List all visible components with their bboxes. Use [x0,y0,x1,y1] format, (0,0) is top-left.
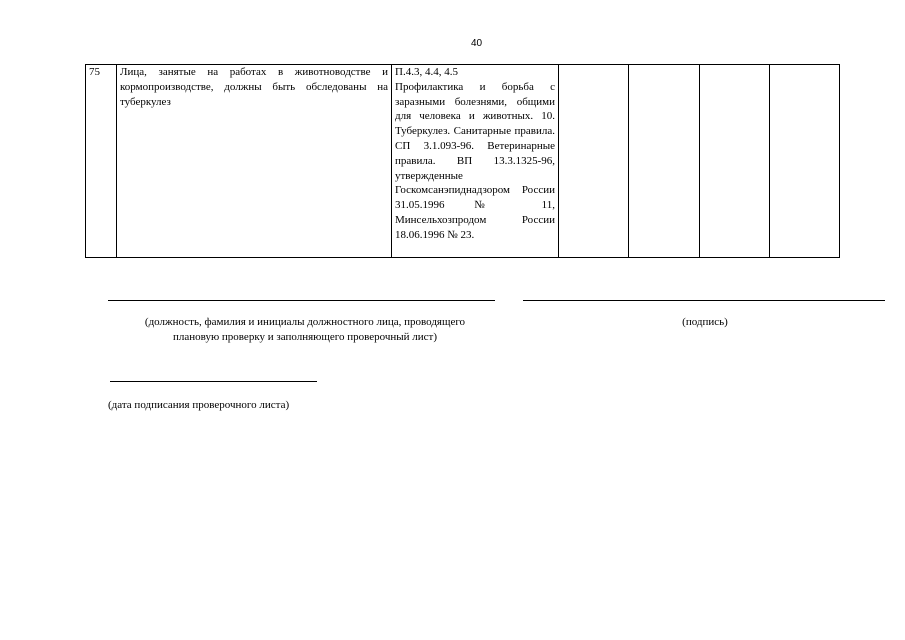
requirement-cell: Лица, занятые на работах в животноводстве и кормопроизводстве, должны быть обследованы на туберкулез [117,65,392,258]
date-signature-line [110,381,317,382]
signature-line [523,300,885,301]
reference-clause: П.4.3, 4.4, 4.5 [395,66,458,78]
reference-documents: Профилактика и борьба с заразными болезнями, общими для человека и животных. 10. Туберкулез. Санитарные правила. СП 3.1.093-96. Ветеринарные правила. ВП 13.3.1325-96, утвержденные Госкомсанэпиднадзором России 31.05.1996 № 11, Минсельхозпродом России 18.06.1996 № 23. [395,80,555,241]
legal-reference-cell [392,65,559,258]
answer-yes-cell[interactable] [559,65,629,258]
official-signature-line [108,300,495,301]
table-row [86,65,840,258]
answer-not-applicable-cell[interactable] [699,65,769,258]
row-number-cell: 75 [86,65,117,258]
official-caption-line-2: плановую проверку и заполняющего проверочный лист) [172,330,437,343]
note-cell[interactable] [769,65,839,258]
page-number: 40 [470,38,483,49]
signature-caption: (подпись) [682,316,728,328]
answer-no-cell[interactable] [629,65,699,258]
official-caption-line-1: (должность, фамилия и инициалы должностного лица, проводящего [144,316,466,328]
checklist-table [85,64,840,258]
date-caption: (дата подписания проверочного листа) [108,399,290,411]
official-caption [105,315,505,344]
